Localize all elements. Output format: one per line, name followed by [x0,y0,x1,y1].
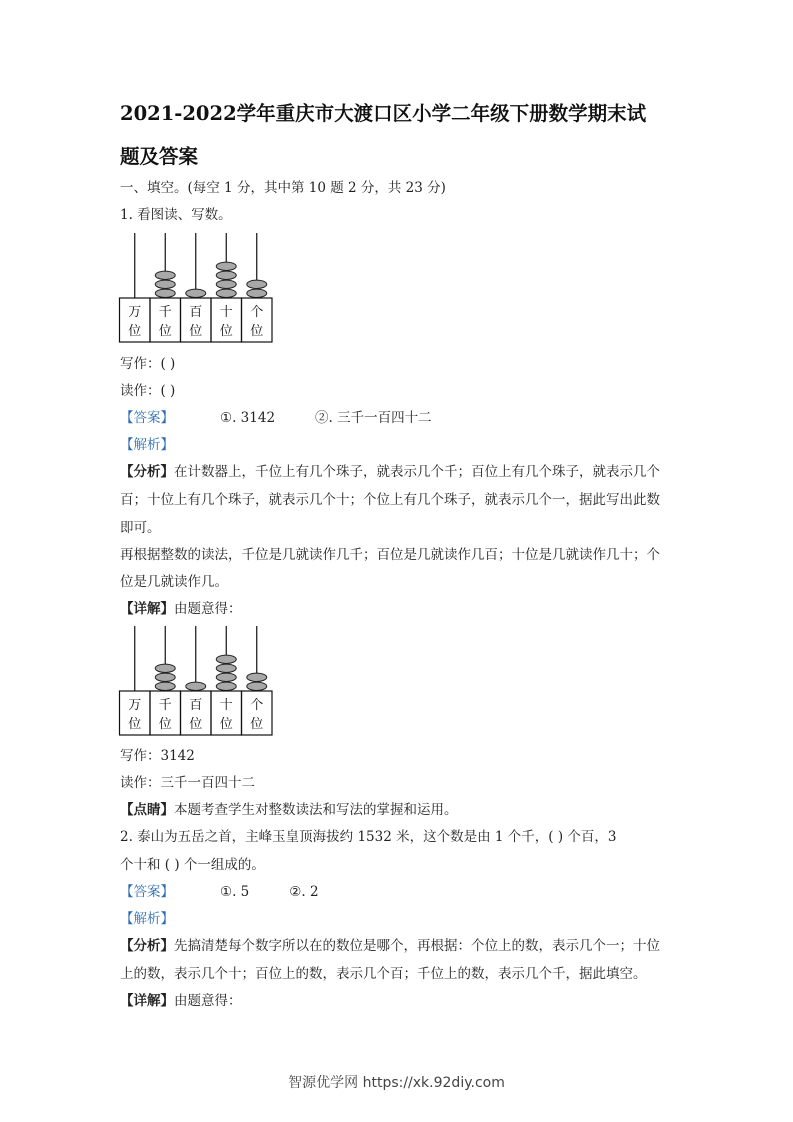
q2-fenxi-1 [120,936,660,956]
place-label: 十 [219,305,233,320]
q2-prompt-2: 个十和 ( ) 个一组成的。 [120,857,265,873]
q1-xiangjie [120,599,242,619]
q2-fenxi-text-1: 先搞清楚每个数字所以在的数位是哪个，再根据：个位上的数，表示几个一；十位 [174,938,660,954]
q1-fenxi-1 [120,462,660,482]
abacus-bead [216,664,236,672]
q1-write-blank: 写作：( ) [120,356,176,372]
q2-answer-2: ②. 2 [289,884,319,900]
place-label: 百 [189,305,203,320]
place-label: 个 [250,305,264,320]
fenxi-tag: 【分析】 [120,938,174,954]
abacus-bead [155,289,175,297]
place-label: 千 [158,698,172,713]
place-label: 千 [158,305,172,320]
abacus-bead [216,289,236,297]
abacus-bead [216,262,236,270]
answer-tag: 【答案】 [120,884,174,900]
q1-xiangjie-text: 由题意得： [174,601,242,617]
place-label: 位 [128,324,142,339]
abacus-bead [247,673,267,681]
abacus-bead [216,673,236,681]
q1-fenxi-2: 百；十位上有几个珠子，就表示几个十；个位上有几个珠子，就表示几个一，据此写出此数 [120,492,660,508]
place-label: 位 [158,324,172,339]
abacus-figure-2 [118,623,274,739]
abacus-bead [247,280,267,288]
abacus-svg-1 [118,230,274,346]
place-label: 个 [250,698,264,713]
abacus-svg-2 [118,623,274,739]
place-label: 位 [250,717,264,732]
abacus-bead [155,682,175,690]
q1-prompt: 1. 看图读、写数。 [120,207,232,223]
abacus-bead [216,271,236,279]
q2-fenxi-2: 上的数，表示几个十；百位上的数，表示几个百；千位上的数，表示几个千，据此填空。 [120,966,647,982]
abacus-bead [155,664,175,672]
q1-answer-1: ①. 3142 [220,410,276,426]
abacus-bead [186,682,206,690]
place-label: 位 [189,324,203,339]
answer-tag: 【答案】 [120,410,174,426]
place-label: 位 [219,324,233,339]
place-label: 位 [219,717,233,732]
place-label: 位 [250,324,264,339]
abacus-bead [186,289,206,297]
abacus-figure-1 [118,230,274,346]
q1-fenxi-4: 再根据整数的读法，千位是几就读作几千；百位是几就读作几百；十位是几就读作几十；个 [120,547,660,563]
q1-fenxi-text-1: 在计数器上，千位上有几个珠子，就表示几个千；百位上有几个珠子，就表示几个 [174,464,660,480]
abacus-bead [155,280,175,288]
q2-answer-1: ①. 5 [220,884,250,900]
q2-xiangjie [120,991,242,1011]
q1-answer [120,408,432,428]
abacus-bead [216,682,236,690]
xiangjie-tag: 【详解】 [120,993,174,1009]
dianjing-tag: 【点睛】 [120,802,174,818]
q1-dianjing-text: 本题考查学生对整数读法和写法的掌握和运用。 [174,802,458,818]
abacus-bead [155,271,175,279]
abacus-bead [155,673,175,681]
abacus-bead [216,280,236,288]
place-label: 十 [219,698,233,713]
place-label: 百 [189,698,203,713]
q1-write-answer: 写作：3142 [120,748,195,764]
q2-answer [120,882,319,902]
fenxi-tag: 【分析】 [120,464,174,480]
place-label: 位 [158,717,172,732]
doc-title-line2: 题及答案 [120,145,199,168]
q2-jiexi: 【解析】 [120,911,174,927]
xiangjie-tag: 【详解】 [120,601,174,617]
q2-prompt-1: 2. 泰山为五岳之首，主峰玉皇顶海拔约 1532 米，这个数是由 1 个千，( ) 个百，3 [120,829,617,845]
q1-fenxi-3: 即可。 [120,520,161,536]
q1-fenxi-5: 位是几就读作几。 [120,574,228,590]
place-label: 位 [128,717,142,732]
section-heading: 一、填空。(每空 1 分，其中第 10 题 2 分，共 23 分) [120,180,446,196]
abacus-bead [247,682,267,690]
footer-watermark: 智源优学网 https://xk.92diy.com [288,1075,505,1091]
q1-read-answer: 读作：三千一百四十二 [120,775,255,791]
place-label: 位 [189,717,203,732]
abacus-bead [247,289,267,297]
q1-read-blank: 读作：( ) [120,383,176,399]
q1-dianjing [120,800,458,820]
abacus-bead [216,655,236,663]
q1-jiexi: 【解析】 [120,437,174,453]
q1-answer-2: ②. 三千一百四十二 [315,410,432,426]
doc-title-line1: 2021-2022学年重庆市大渡口区小学二年级下册数学期末试 [120,102,647,125]
place-label: 万 [128,698,142,713]
q2-xiangjie-text: 由题意得： [174,993,242,1009]
place-label: 万 [128,305,142,320]
